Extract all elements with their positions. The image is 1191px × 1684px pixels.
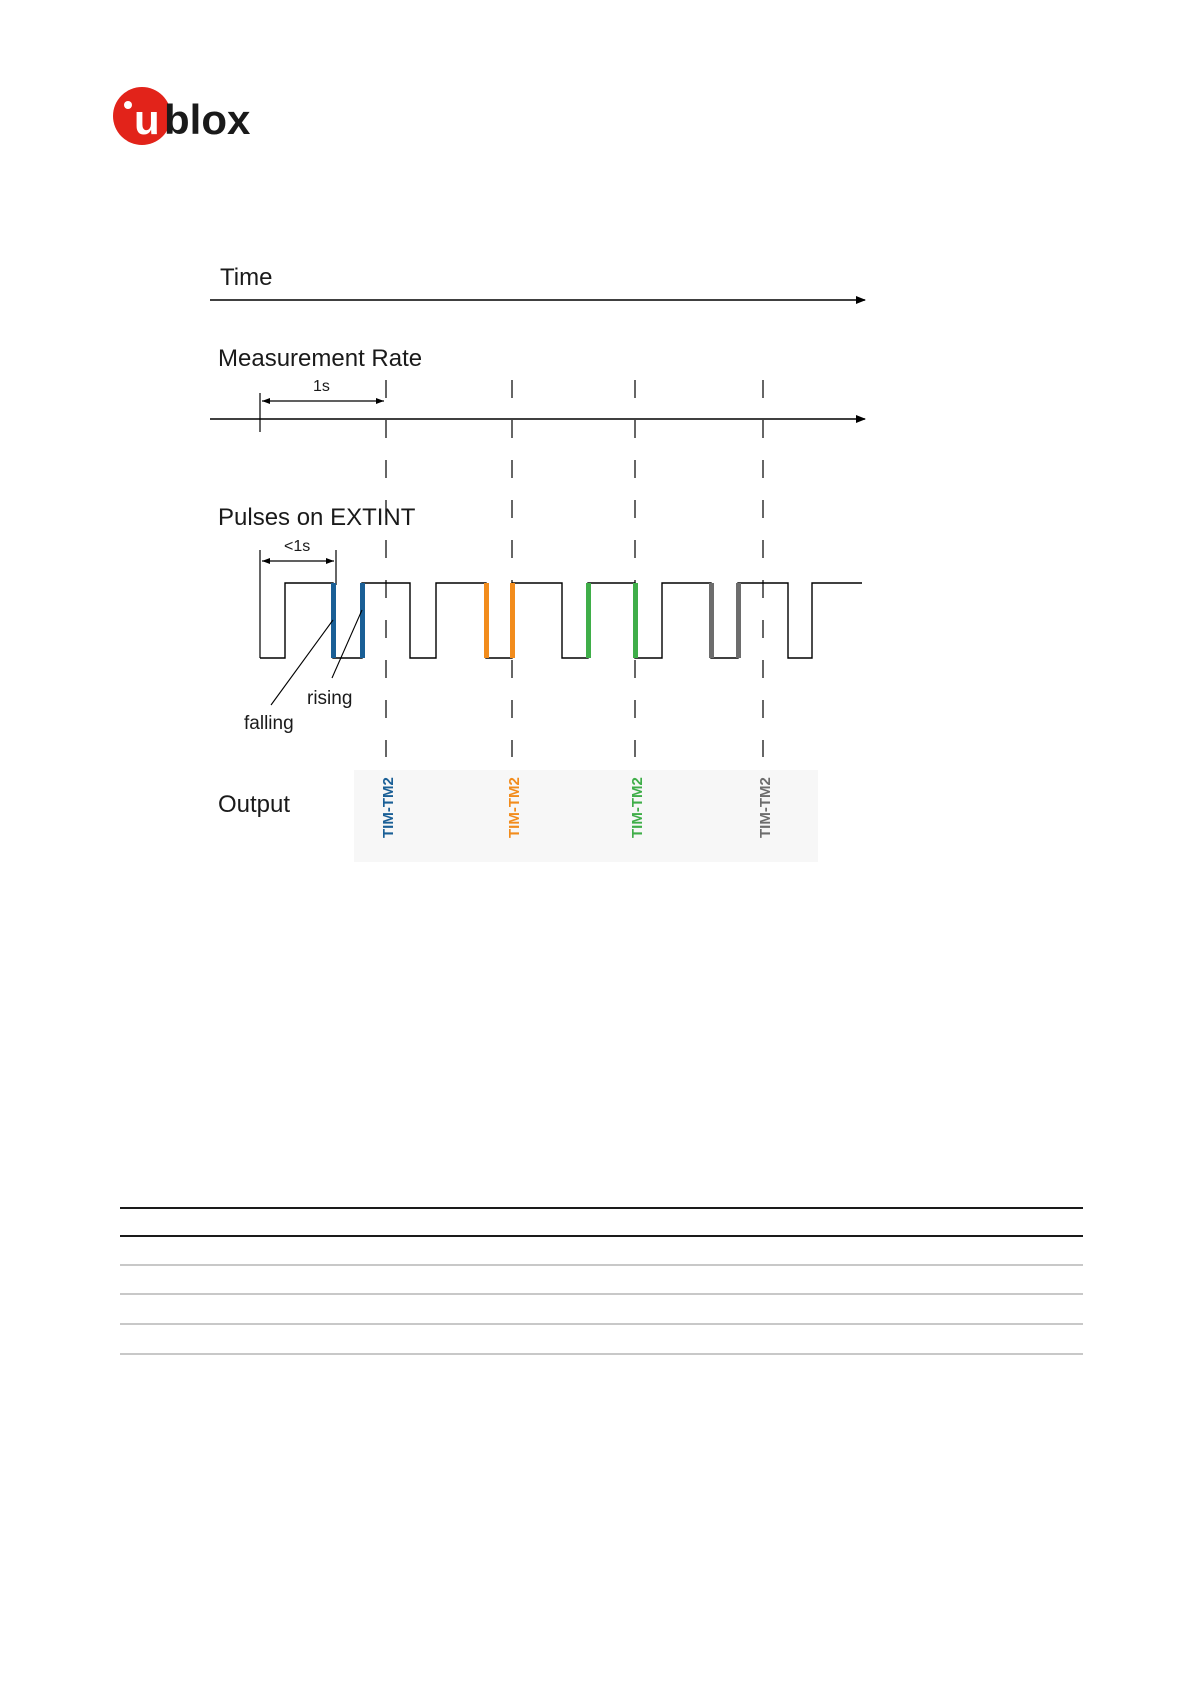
measurement-epoch-lines xyxy=(386,380,763,757)
falling-label: falling xyxy=(244,713,294,734)
falling-edge-orange xyxy=(484,583,489,658)
measurement-rate-label: Measurement Rate xyxy=(218,345,423,372)
table-row-rule-4 xyxy=(120,1353,1083,1355)
time-label: Time xyxy=(220,264,273,291)
rising-edge-green xyxy=(633,583,638,658)
table-header-rule xyxy=(120,1235,1083,1237)
rising-edge-blue xyxy=(360,583,365,658)
output-label: Output xyxy=(218,791,291,818)
table-row-rule-3 xyxy=(120,1323,1083,1325)
pulse-gap-label: <1s xyxy=(284,538,311,555)
falling-edge-green xyxy=(586,583,591,658)
rising-label: rising xyxy=(307,688,353,709)
logo-mark-letter: u xyxy=(134,96,160,143)
output-message-3: TIM-TM2 xyxy=(629,777,646,838)
output-message-4: TIM-TM2 xyxy=(757,777,774,838)
logo-wordmark: blox xyxy=(164,96,251,143)
falling-edge-blue xyxy=(331,583,336,658)
pulse-waveform xyxy=(260,583,862,658)
falling-edge-gray xyxy=(709,583,714,658)
output-message-2: TIM-TM2 xyxy=(506,777,523,838)
rising-pointer-line xyxy=(332,610,362,678)
output-background xyxy=(354,770,818,862)
table-top-rule xyxy=(120,1207,1083,1209)
output-message-1: TIM-TM2 xyxy=(380,777,397,838)
table-row-rule-2 xyxy=(120,1293,1083,1295)
period-label: 1s xyxy=(313,378,330,395)
table-row-rule-1 xyxy=(120,1264,1083,1266)
rising-edge-orange xyxy=(510,583,515,658)
pulses-label: Pulses on EXTINT xyxy=(218,504,416,531)
rising-edge-gray xyxy=(736,583,741,658)
